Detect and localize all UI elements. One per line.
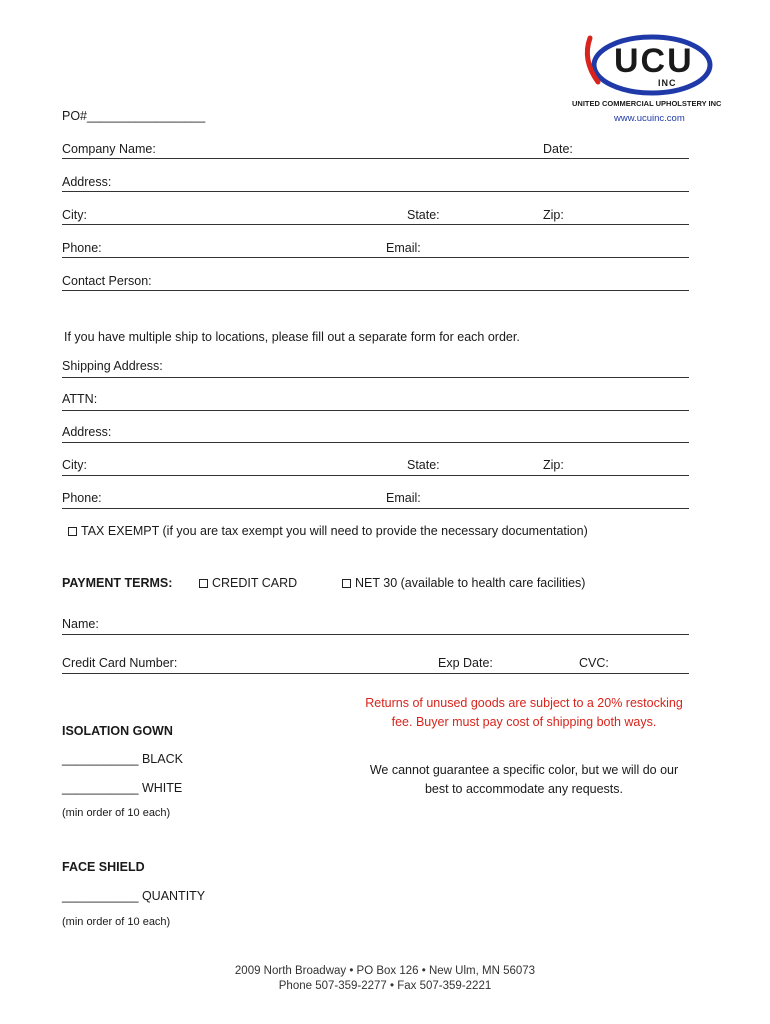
logo-inc-text: INC [658, 78, 677, 88]
address-line[interactable] [62, 191, 689, 192]
face-shield-title: FACE SHIELD [62, 860, 145, 874]
phone-label: Phone: [62, 241, 102, 255]
footer-address: 2009 North Broadway • PO Box 126 • New Ulm, MN 56073 [234, 965, 536, 977]
shipping-address-label: Shipping Address: [62, 359, 163, 373]
date-label: Date: [543, 142, 573, 156]
color-note-line1: We cannot guarantee a specific color, but we will do our [369, 763, 679, 777]
phone-line[interactable] [62, 257, 689, 258]
ship-zip-label: Zip: [543, 458, 564, 472]
state-label: State: [407, 208, 440, 222]
credit-card-checkbox[interactable] [199, 579, 208, 588]
logo-website: www.ucuinc.com [614, 113, 685, 124]
ship-email-label: Email: [386, 491, 421, 505]
zip-label: Zip: [543, 208, 564, 222]
logo-ucu-text: UCU [614, 42, 694, 80]
payment-terms-label: PAYMENT TERMS: [62, 576, 173, 590]
company-name-label: Company Name: [62, 142, 156, 156]
ship-city-line[interactable] [62, 475, 689, 476]
color-note-line2: best to accommodate any requests. [424, 782, 624, 796]
face-shield-qty[interactable]: ___________ QUANTITY [62, 889, 206, 903]
ship-address-label: Address: [62, 425, 112, 439]
ship-address-line[interactable] [62, 442, 689, 443]
gown-white-qty[interactable]: ___________ WHITE [62, 781, 183, 795]
company-logo [578, 30, 718, 100]
tax-exempt-option[interactable] [68, 524, 588, 538]
ship-phone-label: Phone: [62, 491, 102, 505]
credit-card-option[interactable] [199, 576, 297, 590]
address-label: Address: [62, 175, 112, 189]
po-number-field[interactable]: PO#_________________ [62, 109, 206, 123]
contact-person-line[interactable] [62, 290, 689, 291]
cvc-label: CVC: [579, 656, 609, 670]
exp-date-label: Exp Date: [438, 656, 493, 670]
card-number-line[interactable] [62, 673, 689, 674]
net30-option[interactable] [342, 576, 585, 590]
credit-card-label: CREDIT CARD [212, 576, 298, 590]
logo-company-name: UNITED COMMERCIAL UPHOLSTERY INC [572, 99, 722, 108]
footer-phone: Phone 507-359-2277 • Fax 507-359-2221 [278, 980, 492, 992]
cardholder-name-line[interactable] [62, 634, 689, 635]
shipping-address-line[interactable] [62, 377, 689, 378]
attn-line[interactable] [62, 410, 689, 411]
multiple-ship-note: If you have multiple ship to locations, please fill out a separate form for each order. [64, 330, 520, 344]
contact-person-label: Contact Person: [62, 274, 152, 288]
returns-note-line2: fee. Buyer must pay cost of shipping both ways. [391, 715, 657, 729]
tax-exempt-label: TAX EXEMPT (if you are tax exempt you will need to provide the necessary documentation) [81, 524, 588, 538]
isolation-gown-title: ISOLATION GOWN [62, 724, 173, 738]
gown-black-qty[interactable]: ___________ BLACK [62, 752, 183, 766]
city-line[interactable] [62, 224, 689, 225]
company-name-line[interactable] [62, 158, 689, 159]
attn-label: ATTN: [62, 392, 98, 406]
ship-phone-line[interactable] [62, 508, 689, 509]
gown-min-order: (min order of 10 each) [62, 807, 171, 819]
net30-checkbox[interactable] [342, 579, 351, 588]
city-label: City: [62, 208, 87, 222]
net30-label: NET 30 (available to health care facilities) [355, 576, 586, 590]
tax-exempt-checkbox[interactable] [68, 527, 77, 536]
returns-note-line1: Returns of unused goods are subject to a 20% restocking [365, 696, 683, 710]
ship-state-label: State: [407, 458, 440, 472]
cardholder-name-label: Name: [62, 617, 99, 631]
ship-city-label: City: [62, 458, 87, 472]
email-label: Email: [386, 241, 421, 255]
card-number-label: Credit Card Number: [62, 656, 178, 670]
face-shield-min-order: (min order of 10 each) [62, 916, 171, 928]
